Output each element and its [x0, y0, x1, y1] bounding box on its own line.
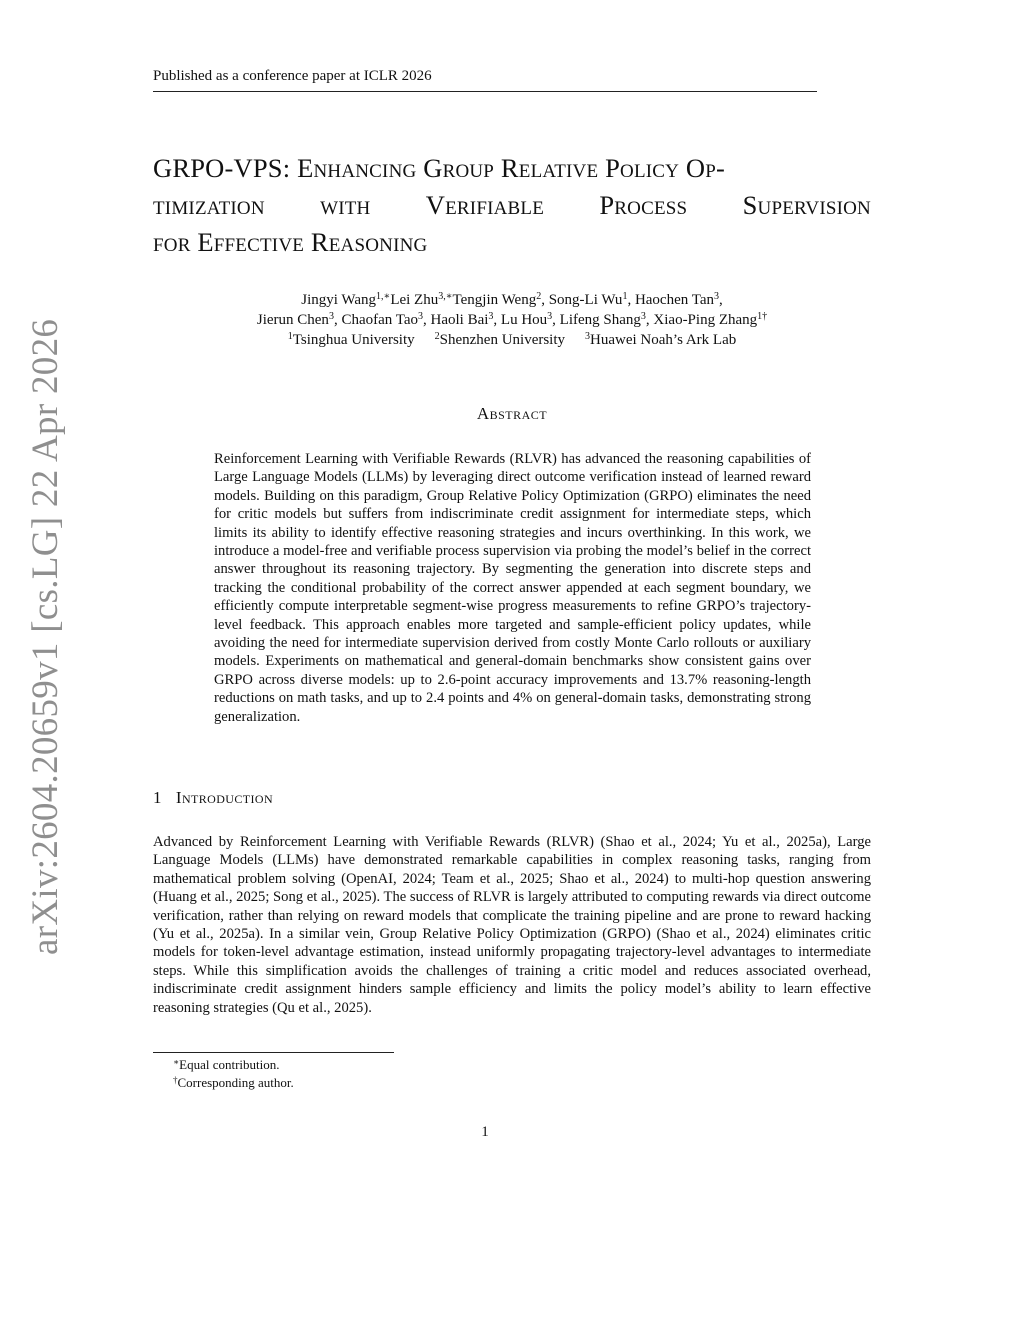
abstract-text: Reinforcement Learning with Verifiable Rewards (RLVR) has advanced the reasoning capabilities of Large Language Models (LLMs) by leveraging direct outcome verification instead of learned reward models. Building on this paradigm, Group Relative Policy Optimization (GRPO) eliminates the need for critic models but suffers from indiscriminate credit assignment for intermediate steps, which limits its ability to identify effective reasoning strategies and incurs overthinking. In this work, we introduce a model-free and verifiable process supervision via probing the model’s belief in the correct answer throughout its reasoning trajectory. By segmenting the generation into discrete steps and tracking the conditional probability of the correct answer appended at each segment boundary, we efficiently compute interpretable segment-wise progress measurements to refine GRPO’s trajectory-level feedback. This approach enables more targeted and sample-efficient policy updates, while avoiding the need for intermediate supervision derived from costly Monte Carlo rollouts or auxiliary models. Experiments on mathematical and general-domain benchmarks show consistent gains over GRPO across diverse models: up to 2.6-point accuracy improvements and 13.7% reasoning-length reductions on math tasks, and up to 2.4 points and 4% on general-domain tasks, demonstrating strong generalization. — [214, 451, 811, 725]
author-name: Jingyi Wang — [301, 292, 377, 308]
arxiv-identifier-stamp[interactable]: arXiv:2604.20659v1 [cs.LG] 22 Apr 2026 — [25, 318, 66, 955]
author-affiliation-mark: 1,∗ — [376, 291, 391, 302]
footnote-divider — [153, 1052, 394, 1053]
title-line-1: GRPO-VPS: Enhancing Group Relative Policy Op- — [153, 153, 726, 183]
author-name: Song-Li Wu — [548, 292, 623, 308]
title-word: with — [320, 190, 371, 220]
author-name: Jierun Chen — [256, 312, 329, 328]
author-affiliation-mark: 3,∗ — [438, 291, 453, 302]
author-name: Lei Zhu — [390, 292, 439, 308]
author-affiliation-mark: 3 — [640, 311, 646, 322]
section-number: 1 — [153, 788, 162, 807]
affiliation: $^2$Shenzhen University — [434, 331, 566, 348]
title-line-3: for Effective Reasoning — [153, 227, 428, 257]
title-word: timization — [153, 190, 265, 220]
author-name: Lu Hou — [500, 312, 548, 328]
author-affiliation-mark: 2 — [536, 291, 542, 302]
title-word: Process — [599, 190, 688, 220]
author-affiliation-mark: 3 — [714, 291, 719, 302]
running-head: Published as a conference paper at ICLR 2026 — [153, 66, 817, 92]
author-name: Haochen Tan — [634, 292, 714, 308]
footnote-corresponding-author: †Corresponding author. — [173, 1075, 294, 1090]
affiliation-line — [153, 330, 871, 350]
author-affiliation-mark: 3 — [418, 311, 424, 322]
section-heading-introduction — [153, 788, 273, 808]
footnotes — [173, 1056, 294, 1092]
abstract-heading: Abstract — [476, 404, 548, 423]
footnote-equal-contribution: ∗Equal contribution. — [173, 1057, 280, 1072]
title-line-2 — [153, 187, 871, 224]
author-affiliation-mark: 1 — [622, 291, 628, 302]
author-name: Haoli Bai — [430, 312, 489, 328]
author-name: Chaofan Tao — [341, 312, 419, 328]
author-name: Tengjin Weng — [452, 292, 537, 308]
author-affiliation-mark: 3 — [488, 311, 494, 322]
title-word: Verifiable — [425, 190, 545, 220]
section-title: Introduction — [175, 788, 274, 807]
author-affiliation-mark: 1† — [757, 311, 768, 322]
author-block — [153, 290, 871, 350]
page-number: 1 — [481, 1124, 489, 1140]
author-line-1: Jingyi Wang$^{1,∗}$Lei Zhu$^{3,∗}$Tengjin Weng$^2$, Song-Li Wu$^1$, Haochen Tan$^3$, — [301, 291, 723, 308]
title-word: Supervision — [742, 190, 871, 220]
affiliation: $^1$Tsinghua University — [287, 331, 415, 348]
author-affiliation-mark: 3 — [328, 311, 334, 322]
paper-title — [153, 150, 871, 261]
author-name: Xiao-Ping Zhang — [653, 312, 758, 328]
affiliation: $^3$Huawei Noah’s Ark Lab — [585, 331, 737, 348]
author-line-2: Jierun Chen$^3$, Chaofan Tao$^3$, Haoli Bai$^3$, Lu Hou$^3$, Lifeng Shang$^3$, Xiao-Ping Zhang$^{1\dagger}$ — [256, 311, 768, 328]
introduction-paragraph: Advanced by Reinforcement Learning with Verifiable Rewards (RLVR) (Shao et al., 2024; Yu et al., 2025a), Large Language Models (LLMs) have demonstrated remarkable capabilities in complex reasoning tasks, ranging from mathematical problem solving (OpenAI, 2024; Team et al., 2025; Shao et al., 2024) to multi-hop question answering (Huang et al., 2025; Song et al., 2025). The success of RLVR is largely attributed to computing rewards via direct outcome verification, rather than relying on reward models that complicate the training pipeline and are prone to reward hacking (Yu et al., 2025a). In a similar vein, Group Relative Policy Optimization (GRPO) (Shao et al., 2024) eliminates critic models for token-level advantage estimation, instead uniformly propagating trajectory-level advantages to intermediate steps. While this simplification avoids the challenges of training a critic model and reduces associated overhead, indiscriminate credit assignment hinders sample efficiency and limits the policy model’s ability to learn effective reasoning strategies (Qu et al., 2025). — [153, 834, 871, 1016]
author-name: Lifeng Shang — [559, 312, 641, 328]
author-affiliation-mark: 3 — [547, 311, 553, 322]
